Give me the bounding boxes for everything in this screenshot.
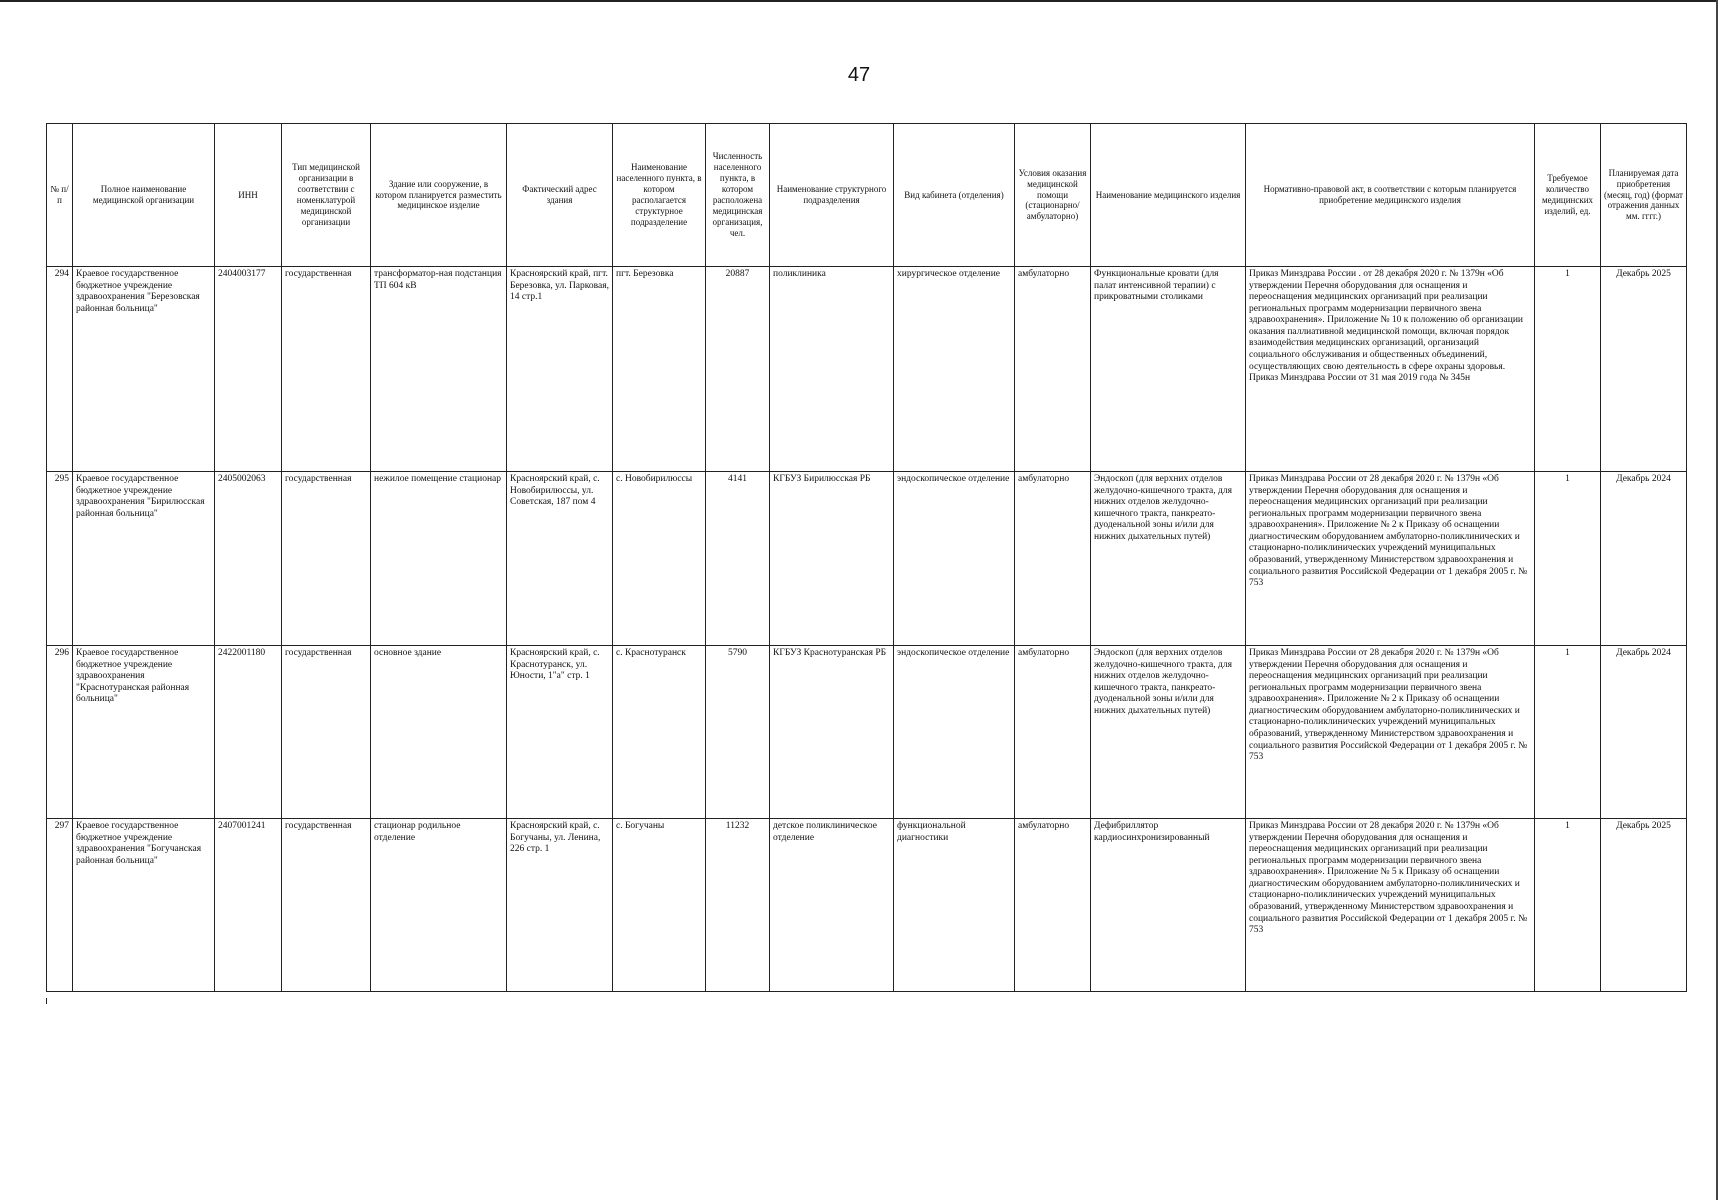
cell-inn: 2405002063 [215, 472, 282, 646]
cell-type: государственная [282, 472, 371, 646]
header-population: Численность населенного пункта, в котором расположена медицинская организация, чел. [706, 124, 770, 267]
cell-locality: с. Краснотуранск [613, 646, 706, 819]
cell-date: Декабрь 2025 [1601, 267, 1687, 472]
header-qty: Требуемое количество медицинских изделий, ед. [1535, 124, 1601, 267]
cell-address: Красноярский край, с. Краснотуранск, ул. Юности, 1"а" стр. 1 [507, 646, 613, 819]
cell-address: Красноярский край, пгт. Березовка, ул. Парковая, 14 стр.1 [507, 267, 613, 472]
cell-population: 5790 [706, 646, 770, 819]
cell-inn: 2407001241 [215, 819, 282, 992]
header-inn: ИНН [215, 124, 282, 267]
cell-type: государственная [282, 819, 371, 992]
cell-org: Краевое государственное бюджетное учреждение здравоохранения "Краснотуранская районная больница" [73, 646, 215, 819]
cell-building: основное здание [371, 646, 507, 819]
cell-building: трансформатор-ная подстанция ТП 604 кВ [371, 267, 507, 472]
cell-org: Краевое государственное бюджетное учреждение здравоохранения "Березовская районная больница" [73, 267, 215, 472]
cell-cabinet: хирургическое отделение [894, 267, 1015, 472]
cell-address: Красноярский край, с. Богучаны, ул. Ленина, 226 стр. 1 [507, 819, 613, 992]
header-date: Планируемая дата приобретения (месяц, год) (формат отражения данных мм. гггг.) [1601, 124, 1687, 267]
cell-cabinet: эндоскопическое отделение [894, 472, 1015, 646]
cell-act: Приказ Минздрава России от 28 декабря 2020 г. № 1379н «Об утверждении Перечня оборудования для оснащения и переоснащения медицинских организаций при реализации региональных программ модернизации первичного звена здравоохранения». Приложение № 2 к Приказу об оснащении диагностическим оборудованием амбулаторно-поликлинических и стационарно-поликлинических учреждений муниципальных образований, утвержденному Министерством здравоохранения и социального развития Российской Федерации от 1 декабря 2005 г. № 753 [1246, 646, 1535, 819]
cell-inn: 2404003177 [215, 267, 282, 472]
cell-device: Эндоскоп (для верхних отделов желудочно-кишечного тракта, для нижних отделов желудочно-кишечного тракта, панкреато-дуоденальной зоны и/или для нижних дыхательных путей) [1091, 472, 1246, 646]
header-unit: Наименование структурного подразделения [770, 124, 894, 267]
table-header-row [47, 124, 1687, 267]
cell-date: Декабрь 2025 [1601, 819, 1687, 992]
header-device: Наименование медицинского изделия [1091, 124, 1246, 267]
cell-type: государственная [282, 267, 371, 472]
table-row [47, 646, 1687, 819]
cell-unit: КГБУЗ Краснотуранская РБ [770, 646, 894, 819]
table-row [47, 819, 1687, 992]
cell-conditions: амбулаторно [1015, 472, 1091, 646]
cell-num: 295 [47, 472, 73, 646]
page-number: 47 [847, 64, 871, 86]
cell-qty: 1 [1535, 267, 1601, 472]
page-border-top [0, 0, 1718, 2]
cell-address: Красноярский край, с. Новобирилюссы, ул. Советская, 187 пом 4 [507, 472, 613, 646]
cell-unit: поликлиника [770, 267, 894, 472]
cell-qty: 1 [1535, 646, 1601, 819]
cell-num: 296 [47, 646, 73, 819]
cell-unit: КГБУЗ Бирилюсская РБ [770, 472, 894, 646]
cell-act: Приказ Минздрава России . от 28 декабря 2020 г. № 1379н «Об утверждении Перечня оборудования для оснащения и переоснащения медицинских организаций при реализации региональных программ модернизации первичного звена здравоохранения». Приложение № 10 к положению об организации оказания паллиативной медицинской помощи, включая порядок взаимодействия медицинских организаций, организаций социального обслуживания и общественных объединений, осуществляющих свою деятельность в сфере охраны здоровья. Приказ Минздрава России от 31 мая 2019 года № 345н [1246, 267, 1535, 472]
cell-locality: с. Богучаны [613, 819, 706, 992]
header-num: № п/п [47, 124, 73, 267]
table-edge-mark [46, 998, 47, 1004]
cell-date: Декабрь 2024 [1601, 646, 1687, 819]
cell-cabinet: эндоскопическое отделение [894, 646, 1015, 819]
cell-act: Приказ Минздрава России от 28 декабря 2020 г. № 1379н «Об утверждении Перечня оборудования для оснащения и переоснащения медицинских организаций при реализации региональных программ модернизации первичного звена здравоохранения». Приложение № 5 к Приказу об оснащении диагностическим оборудованием амбулаторно-поликлинических и стационарно-поликлинических учреждений муниципальных образований, утвержденному Министерством здравоохранения и социального развития Российской Федерации от 1 декабря 2005 г. № 753 [1246, 819, 1535, 992]
cell-conditions: амбулаторно [1015, 646, 1091, 819]
cell-date: Декабрь 2024 [1601, 472, 1687, 646]
cell-locality: пгт. Березовка [613, 267, 706, 472]
header-org: Полное наименование медицинской организации [73, 124, 215, 267]
cell-qty: 1 [1535, 472, 1601, 646]
table-row [47, 472, 1687, 646]
cell-population: 4141 [706, 472, 770, 646]
cell-building: стационар родильное отделение [371, 819, 507, 992]
cell-unit: детское поликлиническое отделение [770, 819, 894, 992]
cell-org: Краевое государственное бюджетное учреждение здравоохранения "Бирилюсская районная больница" [73, 472, 215, 646]
cell-org: Краевое государственное бюджетное учреждение здравоохранения "Богучанская районная больница" [73, 819, 215, 992]
cell-inn: 2422001180 [215, 646, 282, 819]
header-cabinet: Вид кабинета (отделения) [894, 124, 1015, 267]
cell-act: Приказ Минздрава России от 28 декабря 2020 г. № 1379н «Об утверждении Перечня оборудования для оснащения и переоснащения медицинских организаций при реализации региональных программ модернизации первичного звена здравоохранения». Приложение № 2 к Приказу об оснащении диагностическим оборудованием амбулаторно-поликлинических и стационарно-поликлинических учреждений муниципальных образований, утвержденному Министерством здравоохранения и социального развития Российской Федерации от 1 декабря 2005 г. № 753 [1246, 472, 1535, 646]
header-address: Фактический адрес здания [507, 124, 613, 267]
cell-conditions: амбулаторно [1015, 819, 1091, 992]
header-locality: Наименование населенного пункта, в котором располагается структурное подразделение [613, 124, 706, 267]
table-row [47, 267, 1687, 472]
cell-num: 297 [47, 819, 73, 992]
header-building: Здание или сооружение, в котором планируется разместить медицинское изделие [371, 124, 507, 267]
cell-locality: с. Новобирилюссы [613, 472, 706, 646]
cell-device: Эндоскоп (для верхних отделов желудочно-кишечного тракта, для нижних отделов желудочно-кишечного тракта, панкреато-дуоденальной зоны и/или для нижних дыхательных путей) [1091, 646, 1246, 819]
cell-conditions: амбулаторно [1015, 267, 1091, 472]
cell-device: Дефибриллятор кардиосинхронизированный [1091, 819, 1246, 992]
cell-num: 294 [47, 267, 73, 472]
header-conditions: Условия оказания медицинской помощи (стационарно/ амбулаторно) [1015, 124, 1091, 267]
cell-population: 11232 [706, 819, 770, 992]
cell-type: государственная [282, 646, 371, 819]
header-act: Нормативно-правовой акт, в соответствии с которым планируется приобретение медицинского изделия [1246, 124, 1535, 267]
header-type: Тип медицинской организации в соответствии с номенклатурой медицинской организации [282, 124, 371, 267]
cell-cabinet: функциональной диагностики [894, 819, 1015, 992]
cell-building: нежилое помещение стационар [371, 472, 507, 646]
cell-qty: 1 [1535, 819, 1601, 992]
cell-device: Функциональные кровати (для палат интенсивной терапии) с прикроватными столиками [1091, 267, 1246, 472]
cell-population: 20887 [706, 267, 770, 472]
equipment-table [46, 123, 1687, 992]
